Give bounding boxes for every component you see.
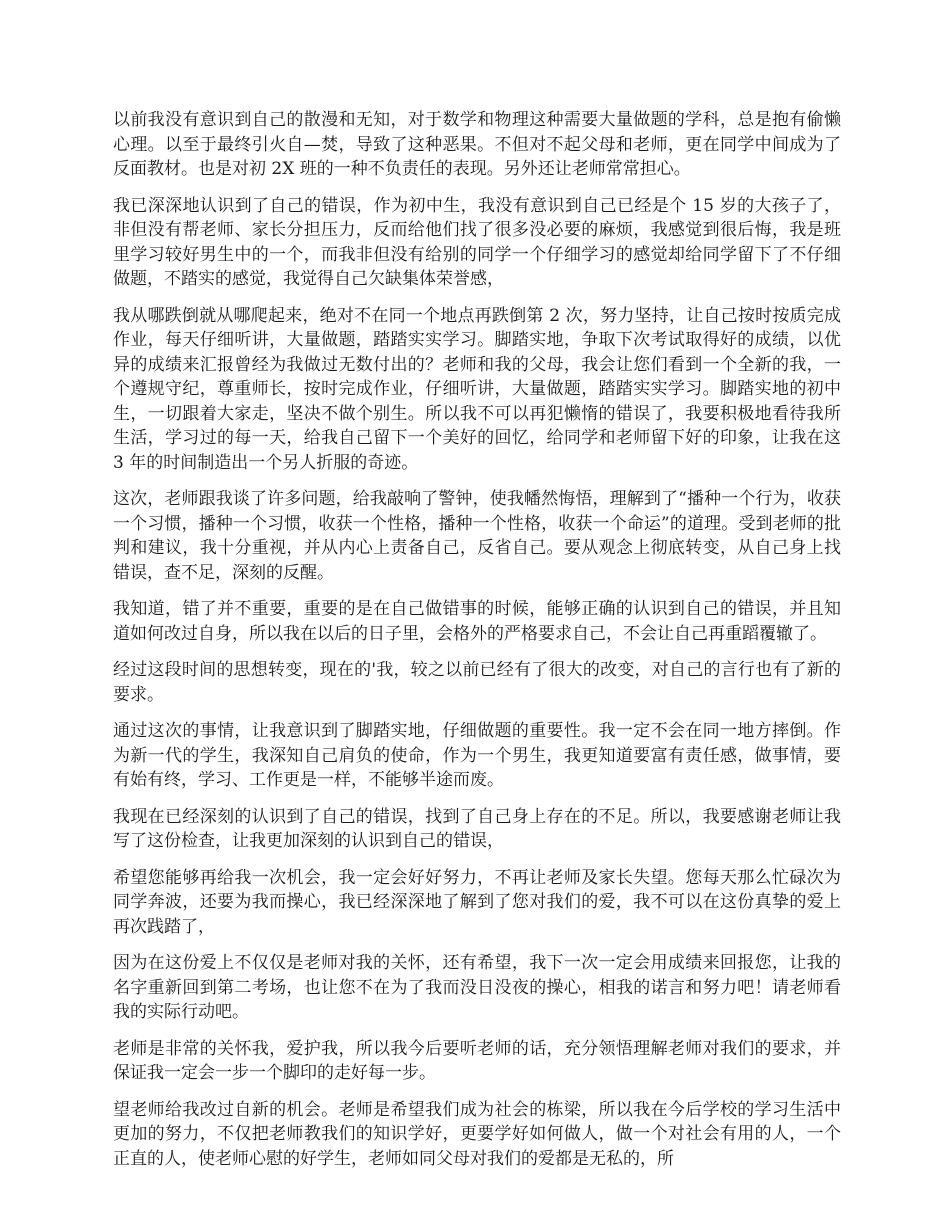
paragraph: 我知道，错了并不重要，重要的是在自己做错事的时候，能够正确的认识到自己的错误，并且知道如何改过自身，所以我在以后的日子里，会格外的严格要求自己，不会让自己再重蹈覆辙了。	[113, 599, 841, 644]
paragraph: 老师是非常的关怀我，爱护我，所以我今后要听老师的话，充分领悟理解老师对我们的要求，并保证我一定会一步一个脚印的走好每一步。	[113, 1038, 841, 1083]
document-body	[113, 108, 841, 1183]
paragraph: 我已深深地认识到了自己的错误，作为初中生，我没有意识到自己已经是个 15 岁的大孩子了，非但没有帮老师、家长分担压力，反而给他们找了很多没必要的麻烦，我感觉到很后悔，我是班里学习较好男生中的一个，而我非但没有给别的同学一个仔细学习的感觉却给同学留下了不仔细做题，不踏实的感觉，我觉得自己欠缺集体荣誉感，	[113, 195, 841, 289]
paragraph: 我从哪跌倒就从哪爬起来，绝对不在同一个地点再跌倒第 2 次，努力坚持，让自己按时按质完成作业，每天仔细听讲，大量做题，踏踏实实学习。脚踏实地，争取下次考试取得好的成绩，以优异的成绩来汇报曾经为我做过无数付出的？老师和我的父母，我会让您们看到一个全新的我，一个遵规守纪，尊重师长，按时完成作业，仔细听讲，大量做题，踏踏实实学习。脚踏实地的初中生，一切跟着大家走，坚决不做个别生。所以我不可以再犯懒惰的错误了，我要积极地看待我所生活，学习过的每一天，给我自己留下一个美好的回忆，给同学和老师留下好的印象，让我在这 3 年的时间制造出一个另人折服的奇迹。	[113, 305, 841, 473]
paragraph: 通过这次的事情，让我意识到了脚踏实地，仔细做题的重要性。我一定不会在同一地方摔倒。作为新一代的学生，我深知自己肩负的使命，作为一个男生，我更知道要富有责任感，做事情，要有始有终，学习、工作更是一样，不能够半途而废。	[113, 721, 841, 790]
paragraph: 以前我没有意识到自己的散漫和无知，对于数学和物理这种需要大量做题的学科，总是抱有偷懒心理。以至于最终引火自—焚，导致了这种恶果。不但对不起父母和老师，更在同学中间成为了反面教材。也是对初 2X 班的一种不负责任的表现。另外还让老师常常担心。	[113, 110, 841, 179]
paragraph: 因为在这份爱上不仅仅是老师对我的关怀，还有希望，我下一次一定会用成绩来回报您，让我的名字重新回到第二考场，也让您不在为了我而没日没夜的操心，相我的诺言和努力吧！请老师看我的实际行动吧。	[113, 953, 841, 1022]
paragraph: 我现在已经深刻的认识到了自己的错误，找到了自己身上存在的不足。所以，我要感谢老师让我写了这份检查，让我更加深刻的认识到自己的错误，	[113, 806, 841, 851]
paragraph: 望老师给我改过自新的机会。老师是希望我们成为社会的栋梁，所以我在今后学校的学习生活中更加的努力，不仅把老师教我们的知识学好，更要学好如何做人，做一个对社会有用的人，一个正直的人，使老师心慰的好学生，老师如同父母对我们的爱都是无私的，所	[113, 1099, 841, 1169]
paragraph: 经过这段时间的思想转变，现在的'我，较之以前已经有了很大的改变，对自己的言行也有了新的要求。	[113, 660, 841, 705]
paragraph: 希望您能够再给我一次机会，我一定会好好努力，不再让老师及家长失望。您每天那么忙碌次为同学奔波，还要为我而操心，我已经深深地了解到了您对我们的爱，我不可以在这份真挚的爱上再次践踏了，	[113, 867, 841, 937]
paragraph: 这次，老师跟我谈了许多问题，给我敲响了警钟，使我幡然悔悟，理解到了“播种一个行为，收获一个习惯，播种一个习惯，收获一个性格，播种一个性格，收获一个命运”的道理。受到老师的批判和建议，我十分重视，并从内心上责备自己，反省自己。要从观念上彻底转变，从自己身上找错误，查不足，深刻的反醒。	[113, 489, 841, 583]
